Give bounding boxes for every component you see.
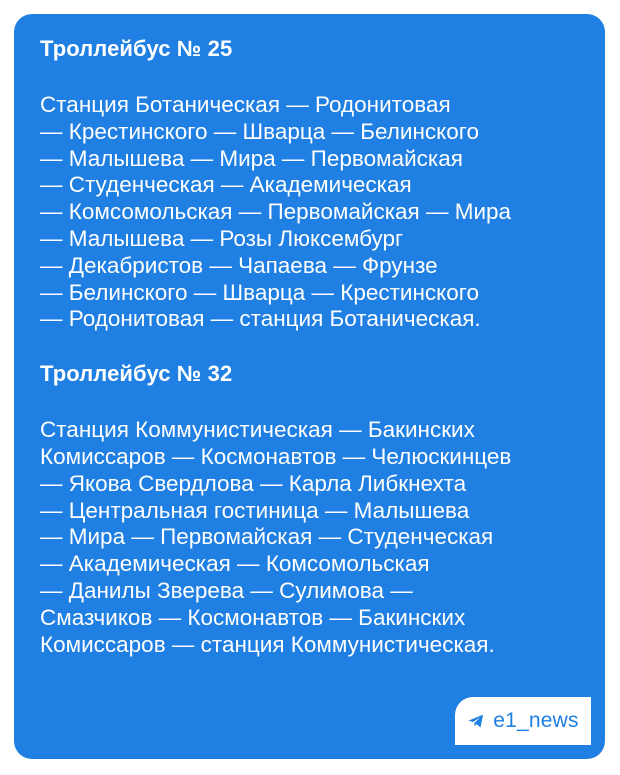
route-stop-line: — Малышева — Розы Люксембург (40, 225, 404, 251)
route-stop-line: — Малышева — Мира — Первомайская (40, 145, 463, 171)
route-card (14, 14, 605, 759)
route-stop-line: — Родонитовая — станция Ботаническая. (40, 306, 481, 332)
channel-label: e1_news (493, 709, 579, 732)
route-stop-line: — Академическая — Комсомольская (40, 551, 430, 577)
route-stop-line: — Якова Свердлова — Карла Либкнехта (40, 470, 467, 496)
route-stop-line: — Крестинского — Шварца — Белинского (40, 118, 480, 144)
route-stop-line: Комиссаров — станция Коммунистическая. (40, 631, 495, 657)
route-stop-line: — Белинского — Шварца — Крестинского (40, 279, 480, 305)
route-stop-line: — Комсомольская — Первомайская — Мира (40, 199, 512, 225)
route-stop-line: — Студенческая — Академическая (40, 172, 412, 198)
channel-badge[interactable] (455, 697, 591, 745)
route-stop-line: Станция Ботаническая — Родонитовая (40, 92, 451, 117)
route-stop-line: — Декабристов — Чапаева — Фрунзе (40, 252, 438, 278)
route-title-25: Троллейбус № 25 (40, 36, 233, 61)
route-stops-25 (40, 92, 579, 333)
route-stop-line: — Центральная гостиница — Малышева (40, 497, 470, 523)
route-stop-line: — Данилы Зверева — Сулимова — (40, 577, 413, 603)
route-stop-line: Комиссаров — Космонавтов — Челюскинцев (40, 443, 512, 469)
route-stop-line: Станция Коммунистическая — Бакинских (40, 417, 475, 443)
route-stops-32 (40, 417, 579, 658)
route-title-32: Троллейбус № 32 (40, 361, 233, 387)
route-stop-line: — Мира — Первомайская — Студенческая (40, 524, 494, 550)
telegram-plane-icon (467, 712, 485, 730)
route-stop-line: Смазчиков — Космонавтов — Бакинских (40, 604, 466, 630)
